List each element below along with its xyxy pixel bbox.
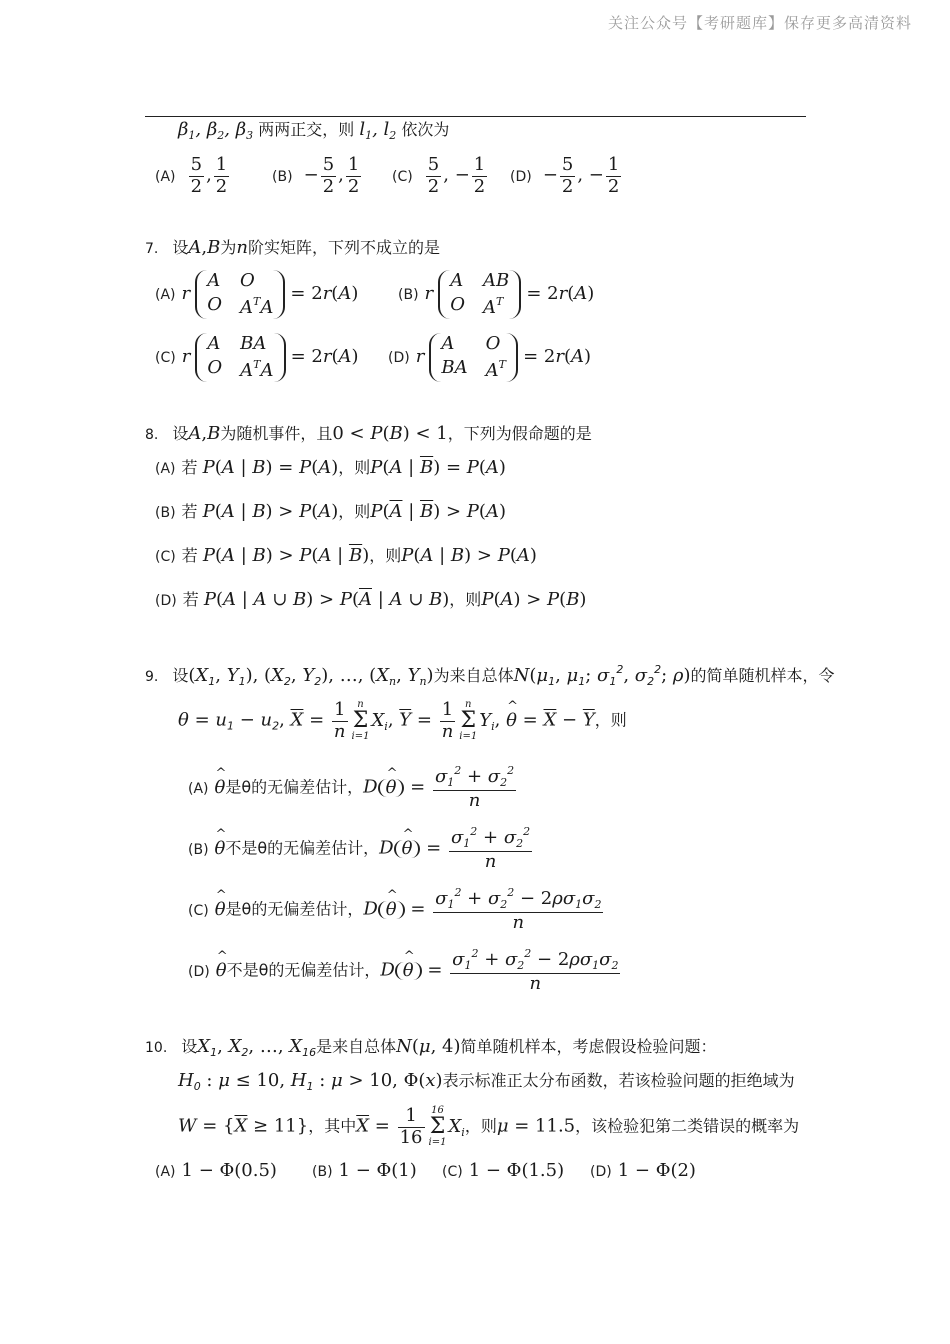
q9-option-b[interactable]: (B) ^ θ不是θ的无偏差估计，D ^ θ = $\frac{\sigma_1^2 + \sigma_2^2}{n}$	[188, 826, 534, 872]
q8-option-b[interactable]: (B) 若 P(A | B) > P(A)，则$P(\overline{A}$ | $\overline{B}) > P(A)$	[155, 501, 506, 522]
q6-option-a[interactable]: (A) $\frac{5}{2}$ , $\frac{1}{2}$	[155, 154, 228, 197]
q10-stem-line1: 10. 设$X_1$, $X_2$, …, $X_{16}$是来自总体N(μ, 4)简单随机样本，考虑假设检验问题：	[145, 1036, 717, 1059]
q10-stem-line2: $H_0$ : μ ≤ 10, $H_1$ : μ > 10, Φ(x)表示标准正太分布函数，若该检验问题的拒绝域为	[178, 1070, 795, 1093]
q10-stem-line3: $W = \{\overline{X} \ge 11\}$，其中$\overline{X}$ = $\frac{1}{16}$ 16 Σ $i=1X_i$，则μ = 11.5，该检验犯第二类错误的概率为	[178, 1105, 800, 1149]
q7-stem: 7. 设A,B为n阶实矩阵，下列不成立的是	[145, 237, 440, 258]
q9-option-d[interactable]: (D) ^ θ不是θ的无偏差估计，D ^ θ = $\frac{\sigma_1^2 + \sigma_2^2 - 2\rho\sigma_1\sigma_2}{n}$	[188, 948, 622, 994]
q6-stem-tail: $\beta_1$, $\beta_2$, $\beta_3$ 两两正交，则 $l_1$, $l_2$ 依次为	[178, 119, 450, 142]
q8-option-d[interactable]: (D) 若 P(A | A ∪ $B) > P(\overline{A}$ | A ∪ B)，则P(A) > P(B)	[155, 589, 587, 610]
q7-option-b[interactable]: (B) r A AB O $A^T$ = 2r(A)	[398, 270, 595, 318]
q8-option-a[interactable]: (A) 若 P(A | B) = P(A)，则P(A | $\overline{B}) = P(A)$	[155, 457, 506, 478]
q9-option-c[interactable]: (C) ^ θ是θ的无偏差估计，D ^ θ = $\frac{\sigma_1^2 + \sigma_2^2 - 2\rho\sigma_1\sigma_2}{n}$	[188, 887, 605, 933]
q10-option-d[interactable]: (D) 1 − Φ(2)	[590, 1160, 696, 1181]
q10-option-a[interactable]: (A) 1 − Φ(0.5)	[155, 1160, 277, 1181]
q9-stem: 9. 设($X_1$, $Y_1$), ($X_2$, $Y_2$), …, ($X_n$, $Y_n$)为来自总体$N(\mu_1$, $\mu_1$; $\sigma_1^2$, $\sigma_2^2$; ρ)的简单随机样本，令	[145, 663, 835, 688]
q8-stem: 8. 设A,B为随机事件，且0 < P(B) < 1，下列为假命题的是	[145, 423, 592, 444]
header-rule	[145, 116, 806, 117]
q7-option-c[interactable]: (C) r A BA O $A^TA$ = 2r(A)	[155, 333, 359, 381]
q10-option-c[interactable]: (C) 1 − Φ(1.5)	[442, 1160, 565, 1181]
q8-option-c[interactable]: (C) 若 P(A | B) > P(A | $\overline{B}$)，则P(A | B) > P(A)	[155, 545, 537, 566]
q10-option-b[interactable]: (B) 1 − Φ(1)	[312, 1160, 417, 1181]
q9-option-a[interactable]: (A) ^ θ是θ的无偏差估计，D ^ θ = $\frac{\sigma_1^2 + \sigma_2^2}{n}$	[188, 765, 518, 811]
q7-option-d[interactable]: (D) r A O BA $A^T$ = 2r(A)	[388, 333, 592, 381]
q6-option-b[interactable]: (B) − $\frac{5}{2}$ , $\frac{1}{2}$	[272, 154, 360, 197]
watermark: 关注公众号【考研题库】保存更多高清资料	[607, 14, 912, 32]
q7-option-a[interactable]: (A) r A O O $A^TA$ = 2r(A)	[155, 270, 359, 318]
q6-option-d[interactable]: (D) − $\frac{5}{2}$ , − $\frac{1}{2}$	[510, 154, 620, 197]
q6-option-c[interactable]: (C) $\frac{5}{2}$ , − $\frac{1}{2}$	[392, 154, 486, 197]
q9-definitions: $\theta = u_1 - u_2$, $\overline{X}$ = $\frac{1}{n}$ n Σ $i=1X_i$, $\overline{Y}$ = $\frac{1}{n}$ n Σ $i=1Y_i$, ^ $\theta = \overline{X} - \overline{Y}$，则	[178, 700, 627, 742]
